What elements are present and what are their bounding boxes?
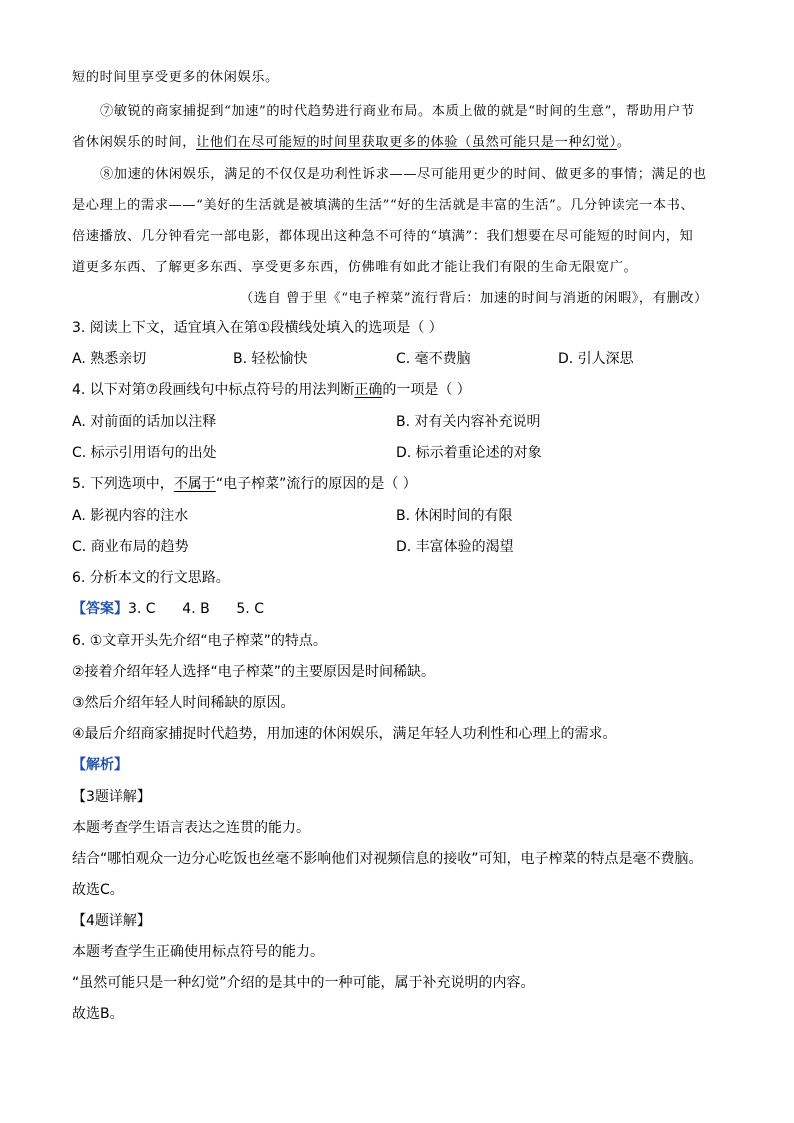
question-5-stem-emphasis: 不属于 [173,476,216,492]
passage-line-1: 短的时间里享受更多的休闲娱乐。 [72,70,279,85]
passage-para7-underlined-sentence: 让他们在尽可能短的时间里获取更多的体验（虽然可能只是一种幻觉） [196,135,617,150]
question-5-option-b: B. 休闲时间的有限 [396,508,513,524]
question-4-option-b: B. 对有关内容补充说明 [396,414,541,430]
passage-para8-line-2: 是心理上的需求——“美好的生活就是被填满的生活”“好的生活就是丰富的生活”。几分钟读完一本书、 [72,198,695,213]
passage-para7-line-2 [72,131,631,150]
analysis-q4-title: 【4题详解】 [72,913,151,929]
answer-values: 3. C 4. B 5. C [128,601,264,617]
answer-q6-point-3: ③然后介绍年轻人时间稀缺的原因。 [72,695,295,711]
question-6-stem: 6. 分析本文的行文思路。 [72,570,230,586]
question-5-stem-pre: 5. 下列选项中， [72,476,174,492]
question-4-stem-post: 的一项是（ ） [382,382,471,398]
question-3-option-a: A. 熟悉亲切 [72,351,147,367]
analysis-q3-line-1: 本题考查学生语言表达之连贯的能力。 [72,820,310,836]
question-4-option-c: C. 标示引用语句的出处 [72,445,217,461]
question-4-stem [72,379,471,399]
question-5-stem [72,473,417,493]
passage-para7-end: 。 [616,135,631,150]
question-3-option-d: D. 引人深思 [558,351,634,367]
analysis-q4-line-3: 故选B。 [72,1006,124,1022]
question-3-option-b: B. 轻松愉快 [233,351,308,367]
answer-row [72,598,264,618]
passage-para7-line-1: ⑦敏锐的商家捕捉到“加速”的时代趋势进行商业布局。本质上做的就是“时间的生意”，帮助用户节 [100,104,695,119]
answer-q6-point-2: ②接着介绍年轻人选择“电子榨菜”的主要原因是时间稀缺。 [72,664,436,680]
passage-para7-plain: 省休闲娱乐的时间， [72,135,197,150]
analysis-q3-line-2: 结合“哪怕观众一边分心吃饭也丝毫不影响他们对视频信息的接收”可知，电子榨菜的特点是毫不费脑。 [72,851,703,867]
answer-q6-point-4: ④最后介绍商家捕捉时代趋势，用加速的休闲娱乐，满足年轻人功利性和心理上的需求。 [72,726,617,742]
question-5-option-d: D. 丰富体验的渴望 [396,539,514,555]
question-4-option-d: D. 标示着重论述的对象 [396,445,542,461]
answer-q6-point-1: 6. ①文章开头先介绍“电子榨菜”的特点。 [72,633,327,649]
passage-source: （选自 曾于里《“电子榨菜”流行背后：加速的时间与消逝的闲暇》，有删改） [240,291,708,306]
question-4-option-a: A. 对前面的话加以注释 [72,414,217,430]
passage-para8-line-4: 道更多东西、了解更多东西、享受更多东西，仿佛唯有如此才能让我们有限的生命无限宽广。 [72,260,638,275]
passage-para8-line-3: 倍速播放、几分钟看完一部电影，都体现出这种急不可待的“填满”：我们想要在尽可能短的时间内，知 [72,229,694,244]
passage-para8-line-1: ⑧加速的休闲娱乐，满足的不仅仅是功利性诉求——尽可能用更少的时间、做更多的事情；满足的也 [100,167,707,182]
question-5-stem-post: “电子榨菜”流行的原因的是（ ） [215,476,417,492]
analysis-q4-line-2: “虽然可能只是一种幻觉”介绍的是其中的一种可能，属于补充说明的内容。 [72,975,535,991]
question-3-option-c: C. 毫不费脑 [396,351,471,367]
question-5-option-a: A. 影视内容的注水 [72,508,189,524]
question-4-stem-pre: 4. 以下对第⑦段画线句中标点符号的用法判断 [72,382,355,398]
analysis-label: 【解析】 [72,757,128,773]
question-5-option-c: C. 商业布局的趋势 [72,539,189,555]
analysis-q4-line-1: 本题考查学生正确使用标点符号的能力。 [72,944,324,960]
question-4-stem-emphasis: 正确 [354,382,383,398]
analysis-q3-line-3: 故选C。 [72,882,124,898]
analysis-q3-title: 【3题详解】 [72,789,151,805]
question-3-stem: 3. 阅读上下文，适宜填入在第①段横线处填入的选项是（ ） [72,320,443,336]
answer-label: 【答案】 [72,601,128,617]
